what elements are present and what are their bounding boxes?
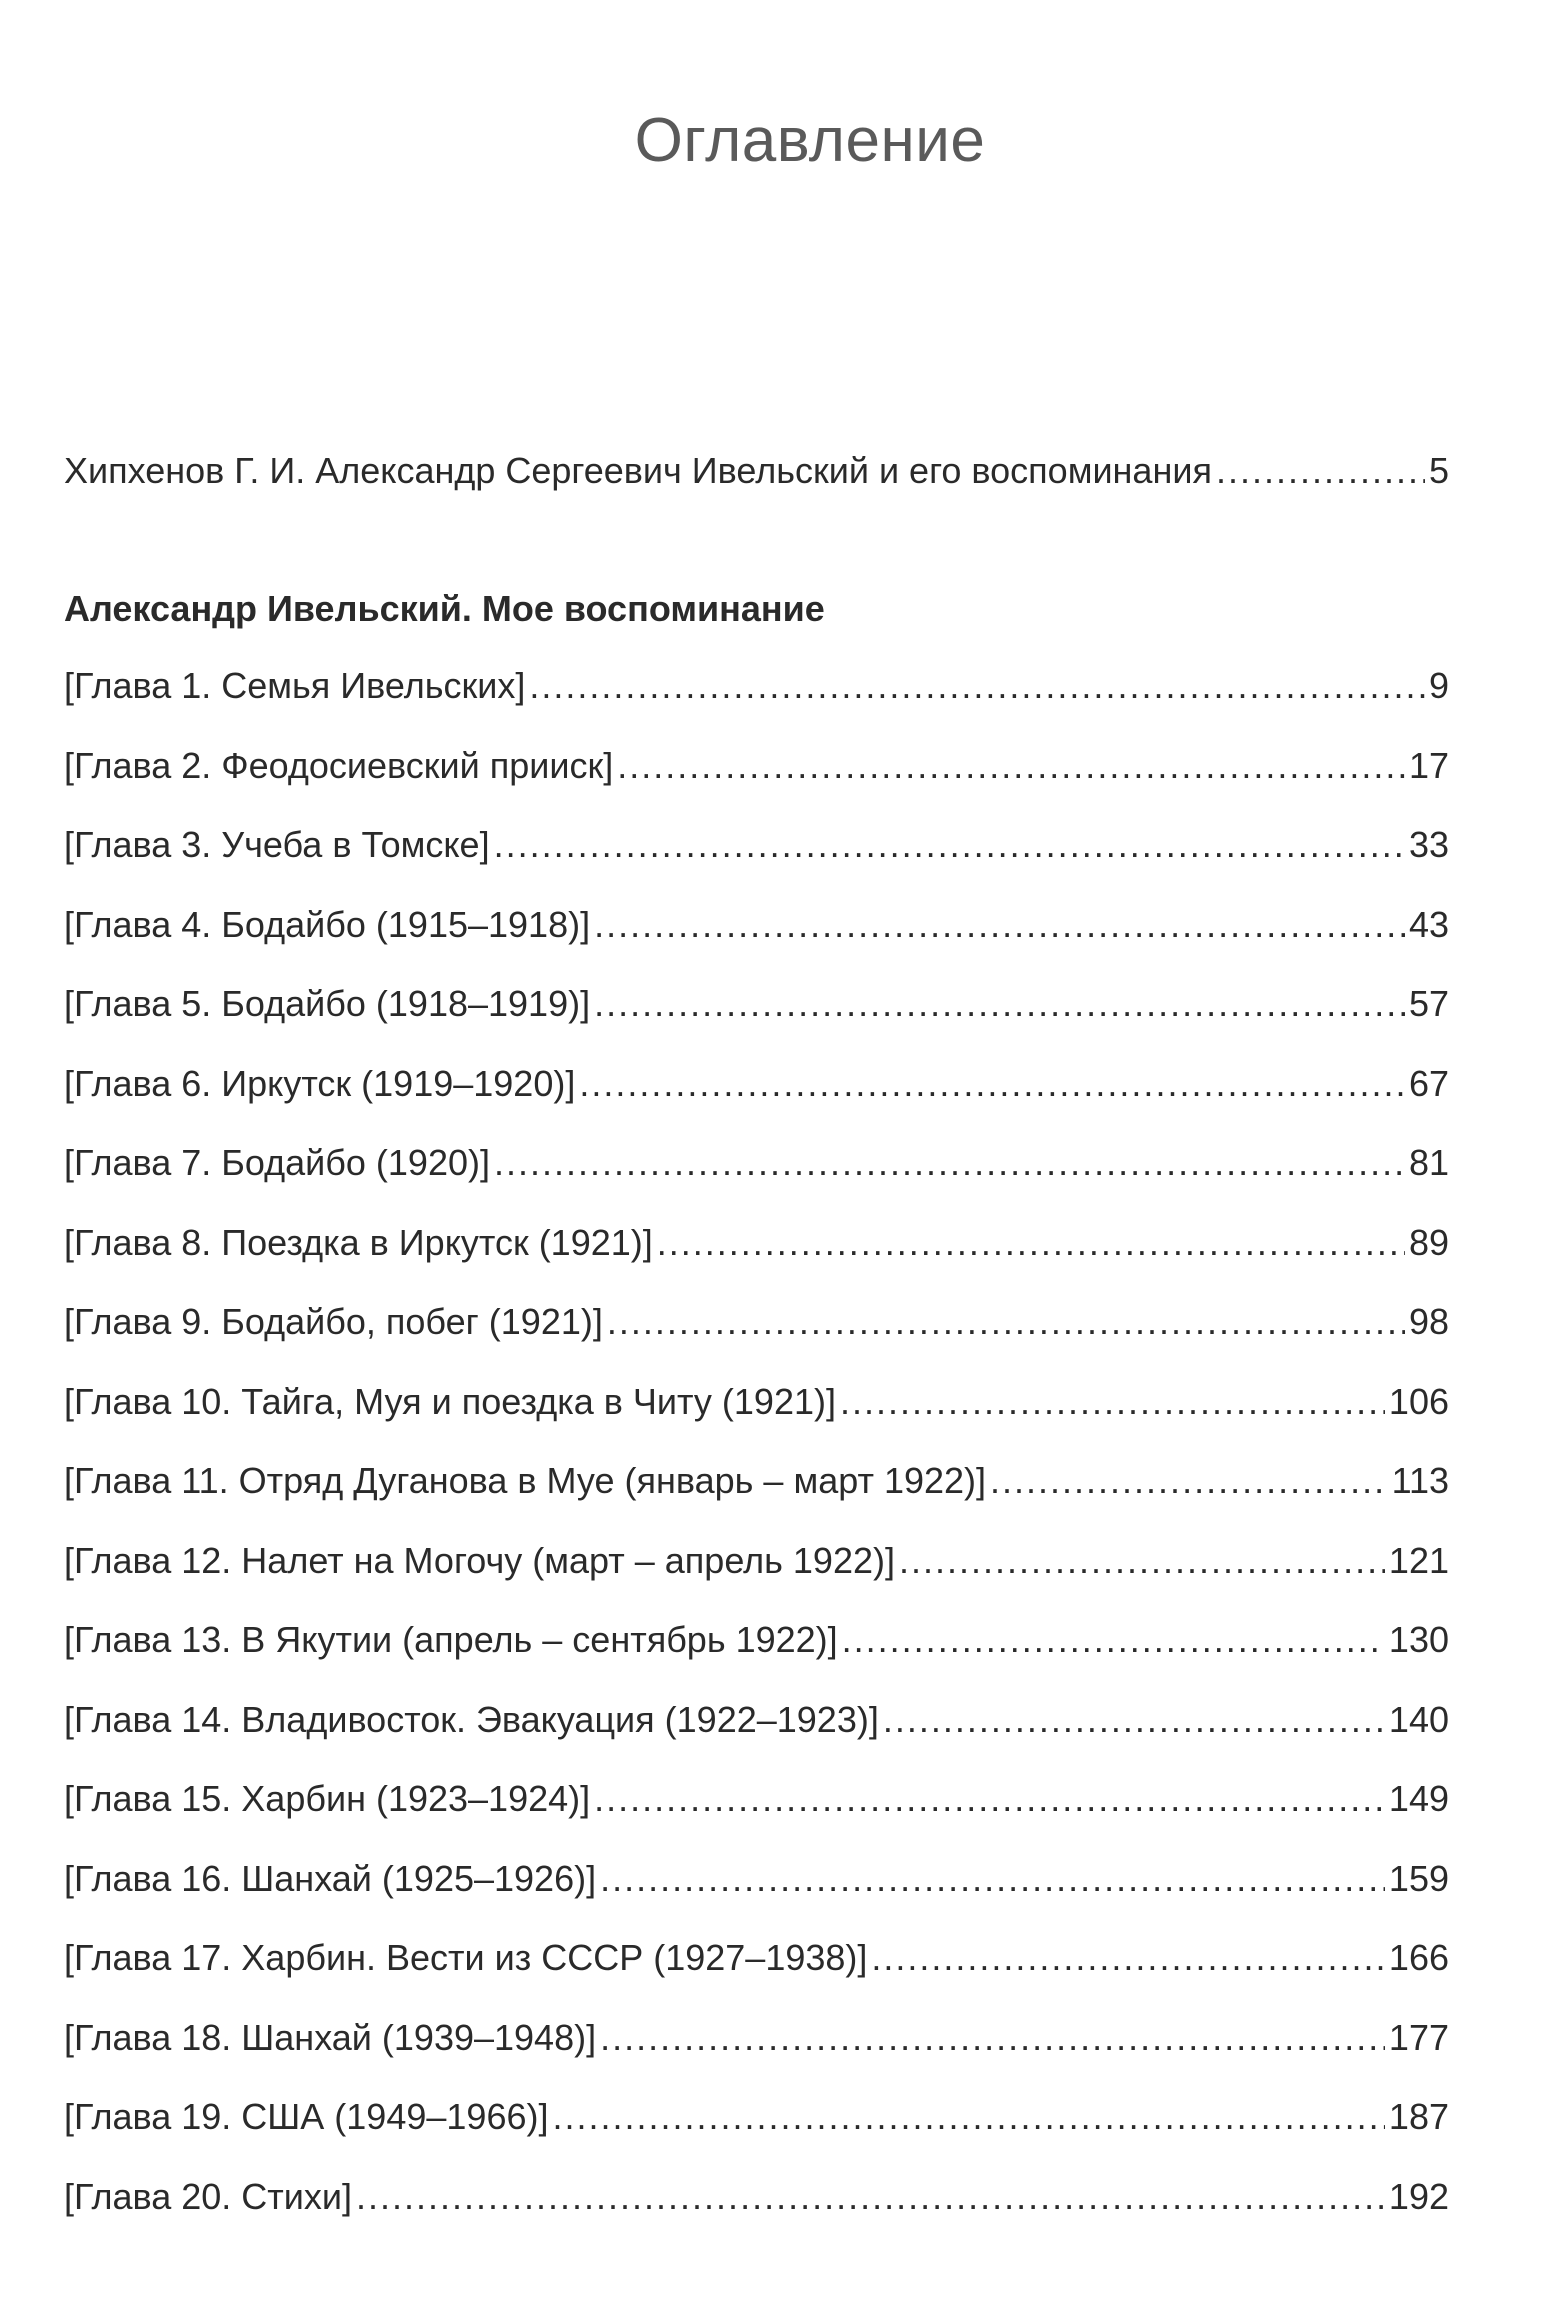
toc-entry-chapter-18[interactable] xyxy=(64,2016,1449,2096)
dot-leader xyxy=(871,1936,1385,1980)
toc-entry-chapter-20[interactable] xyxy=(64,2175,1449,2255)
toc-entry-label: [Глава 11. Отряд Дуганова в Муе (январь – март 1922)] xyxy=(64,1460,987,1501)
toc-entry-label: [Глава 20. Стихи] xyxy=(64,2175,352,2217)
dot-leader xyxy=(529,664,1425,708)
toc-entry-chapter-9[interactable] xyxy=(64,1300,1449,1380)
toc-entry-page: 33 xyxy=(1408,824,1449,865)
toc-entry-label: [Глава 9. Бодайбо, побег (1921)] xyxy=(64,1301,603,1342)
toc-entry-label: [Глава 19. США (1949–1966)] xyxy=(64,2096,549,2137)
dot-leader xyxy=(883,1698,1385,1742)
toc-entry-chapter-7[interactable] xyxy=(64,1141,1449,1221)
toc-entry-label: Хипхенов Г. И. Александр Сергеевич Ивельский и его воспоминания xyxy=(64,450,1212,491)
toc-entry-page: 113 xyxy=(1391,1460,1449,1501)
toc-entry-chapter-11[interactable] xyxy=(64,1459,1449,1539)
page-title: Оглавление xyxy=(634,106,986,175)
toc-entry-chapter-2[interactable] xyxy=(64,744,1449,824)
dot-leader xyxy=(356,2175,1385,2219)
toc-entry-page: 5 xyxy=(1428,450,1449,491)
toc-entry-page: 43 xyxy=(1408,903,1449,945)
toc-entry-chapter-4[interactable] xyxy=(64,903,1449,983)
toc-entry-page: 149 xyxy=(1388,1778,1449,1819)
toc-entry-chapter-3[interactable] xyxy=(64,823,1449,903)
section-heading: Александр Ивельский. Мое воспоминание xyxy=(64,588,825,629)
dot-leader xyxy=(494,1141,1405,1185)
toc-entry-chapter-1[interactable] xyxy=(64,664,1449,744)
dot-leader xyxy=(594,903,1405,947)
toc-entry-label: [Глава 6. Иркутск (1919–1920)] xyxy=(64,1062,576,1104)
toc-entry-chapter-14[interactable] xyxy=(64,1698,1449,1778)
toc-entry-chapter-6[interactable] xyxy=(64,1062,1449,1142)
toc-entry-chapter-8[interactable] xyxy=(64,1221,1449,1301)
toc-entry-label: [Глава 13. В Якутии (апрель – сентябрь 1922)] xyxy=(64,1619,838,1660)
toc-entry-chapter-16[interactable] xyxy=(64,1857,1449,1937)
toc-entry-page: 89 xyxy=(1408,1221,1449,1263)
toc-entry-chapter-5[interactable] xyxy=(64,982,1449,1062)
toc-entry-page: 81 xyxy=(1408,1142,1449,1183)
toc-list xyxy=(64,664,1449,2254)
toc-entry-page: 121 xyxy=(1388,1539,1449,1581)
toc-entry-page: 140 xyxy=(1388,1698,1449,1740)
dot-leader xyxy=(899,1539,1385,1583)
dot-leader xyxy=(657,1221,1405,1265)
toc-entry-page: 106 xyxy=(1388,1380,1449,1422)
toc-entry-label: [Глава 16. Шанхай (1925–1926)] xyxy=(64,1857,597,1899)
toc-entry-page: 17 xyxy=(1408,744,1449,786)
dot-leader xyxy=(1216,449,1425,493)
toc-entry-page: 67 xyxy=(1408,1062,1449,1104)
dot-leader xyxy=(579,1062,1405,1106)
toc-entry-page: 192 xyxy=(1388,2175,1449,2217)
dot-leader xyxy=(594,982,1405,1026)
toc-entry-label: [Глава 10. Тайга, Муя и поездка в Читу (1921)] xyxy=(64,1380,836,1422)
dot-leader xyxy=(617,744,1405,788)
toc-entry-label: [Глава 14. Владивосток. Эвакуация (1922–1923)] xyxy=(64,1698,879,1740)
dot-leader xyxy=(494,823,1405,867)
toc-entry-chapter-13[interactable] xyxy=(64,1618,1449,1698)
toc-entry-label: [Глава 2. Феодосиевский прииск] xyxy=(64,744,614,786)
dot-leader xyxy=(842,1618,1385,1662)
toc-entry-label: [Глава 4. Бодайбо (1915–1918)] xyxy=(64,903,591,945)
dot-leader xyxy=(600,1857,1385,1901)
toc-entry-intro[interactable] xyxy=(64,449,1449,493)
toc-entry-page: 98 xyxy=(1408,1301,1449,1342)
toc-entry-label: [Глава 5. Бодайбо (1918–1919)] xyxy=(64,983,591,1024)
toc-entry-page: 177 xyxy=(1388,2016,1449,2058)
toc-entry-page: 57 xyxy=(1408,983,1449,1024)
dot-leader xyxy=(594,1777,1385,1821)
toc-entry-chapter-12[interactable] xyxy=(64,1539,1449,1619)
dot-leader xyxy=(990,1459,1388,1503)
toc-entry-label: [Глава 15. Харбин (1923–1924)] xyxy=(64,1778,591,1819)
toc-entry-page: 187 xyxy=(1388,2096,1449,2137)
toc-entry-chapter-17[interactable] xyxy=(64,1936,1449,2016)
toc-entry-label: [Глава 8. Поездка в Иркутск (1921)] xyxy=(64,1221,653,1263)
toc-entry-chapter-10[interactable] xyxy=(64,1380,1449,1460)
toc-entry-chapter-15[interactable] xyxy=(64,1777,1449,1857)
toc-entry-label: [Глава 17. Харбин. Вести из СССР (1927–1938)] xyxy=(64,1937,868,1978)
dot-leader xyxy=(552,2095,1384,2139)
toc-entry-page: 9 xyxy=(1428,665,1449,706)
toc-entry-label: [Глава 1. Семья Ивельских] xyxy=(64,665,526,706)
toc-entry-label: [Глава 18. Шанхай (1939–1948)] xyxy=(64,2016,597,2058)
dot-leader xyxy=(840,1380,1385,1424)
toc-entry-chapter-19[interactable] xyxy=(64,2095,1449,2175)
dot-leader xyxy=(600,2016,1385,2060)
toc-entry-label: [Глава 3. Учеба в Томске] xyxy=(64,824,490,865)
toc-entry-label: [Глава 12. Налет на Могочу (март – апрель 1922)] xyxy=(64,1539,895,1581)
toc-entry-page: 130 xyxy=(1388,1619,1449,1660)
toc-entry-page: 166 xyxy=(1388,1937,1449,1978)
toc-entry-label: [Глава 7. Бодайбо (1920)] xyxy=(64,1142,490,1183)
dot-leader xyxy=(607,1300,1405,1344)
toc-entry-page: 159 xyxy=(1388,1857,1449,1899)
